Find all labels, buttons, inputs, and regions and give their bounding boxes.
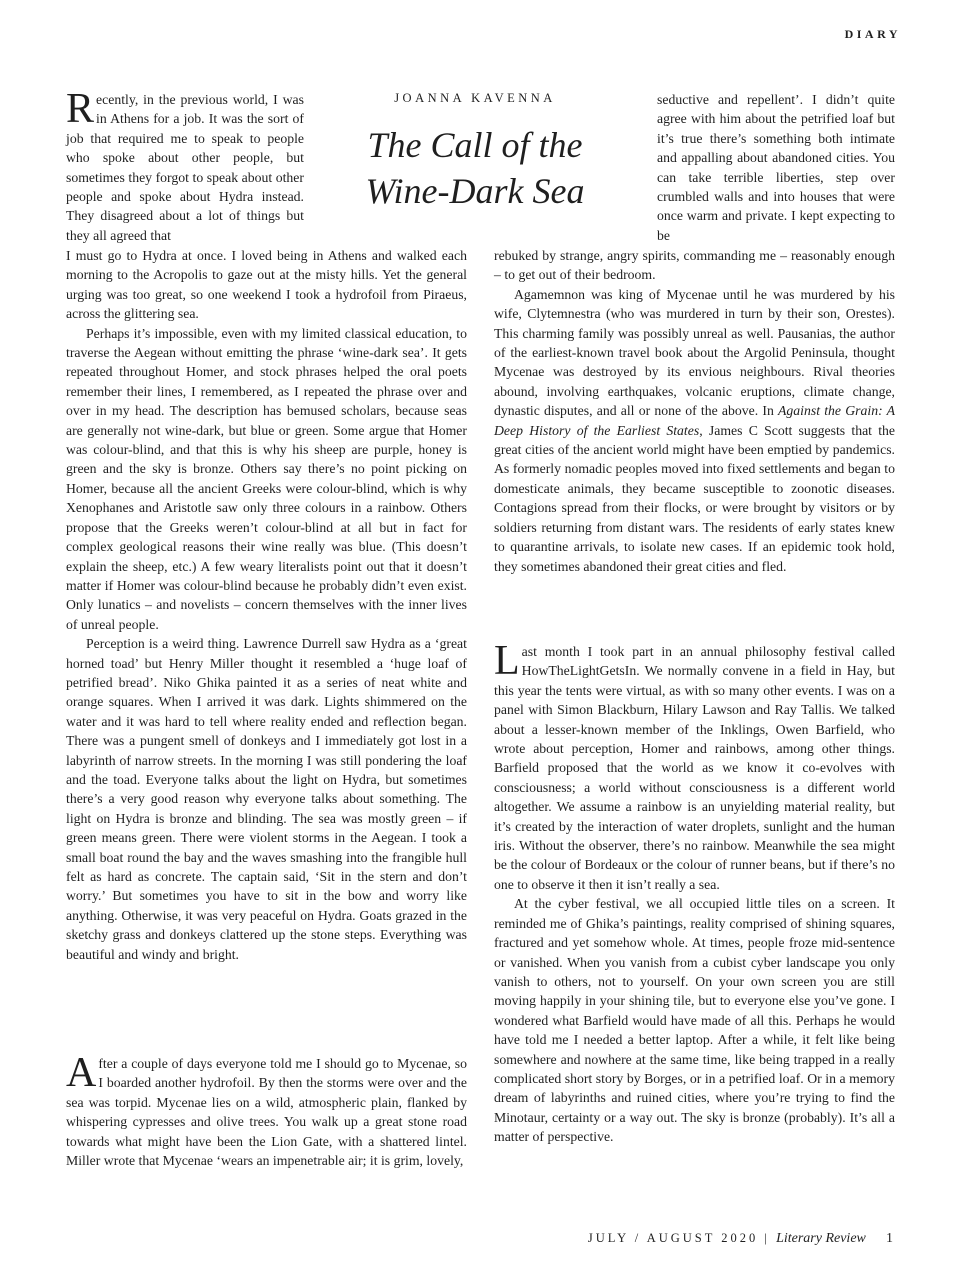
title-line-2: Wine-Dark Sea <box>365 171 585 211</box>
paragraph-festival: ast month I took part in an annual philosophy festival called HowTheLightGetsIn. We normally convene in a field in Hay, but this year the tents were virtual, as with so many other events. I was on a panel with Simon Blackburn, Hilary Lawson and Ray Tallis. We talked about a lesser-known member of the Inklings, Owen Barfield, who wrote about perception, Homer and rainbows, among other things. Barfield proposed that the world as we know it co-evolves with consciousness; a world without consciousness is a different world altogether. We assume a rainbow is an unyielding material reality, but it’s created by the interaction of water droplets, sunlight and the human iris. Without the observer, there’s no rainbow. Meanwhile the sea might be the colour of Bordeaux or the colour of runner beans, but if there’s no one to observe it then it isn’t really a sea. <box>494 644 895 892</box>
article-title <box>330 122 620 214</box>
paragraph-spirits: rebuked by strange, angry spirits, commanding me – reasonably enough – to get out of their bedroom. <box>494 248 895 283</box>
section-label: DIARY <box>844 27 901 41</box>
intro-paragraph: ecently, in the previous world, I was in Athens for a job. It was the sort of job that required me to speak to people who spoke about other people, but sometimes they forgot to speak about other people and spoke about Hydra instead. They disagreed about a lot of things but they all agreed that <box>66 92 304 243</box>
page-footer <box>588 1231 893 1247</box>
column-1-intro <box>66 86 304 245</box>
paragraph-mycenae: fter a couple of days everyone told me I should go to Mycenae, so I boarded another hydrofoil. By then the storms were over and the sea was torpid. Mycenae lies on a wild, atmospheric plain, flanked by whispering cypresses and olive trees. You walk up a great stone road towards what might have been the Lion Gate, with a shattered lintel. Miller wrote that Mycenae ‘wears an impenetrable air; it is grim, lovely, <box>66 1056 467 1169</box>
footer-separator: | <box>764 1231 770 1245</box>
publication-name: Literary Review <box>776 1231 866 1246</box>
paragraph-continuation: seductive and repellent’. I didn’t quite agree with him about the petrified loaf but it’s true there’s something both intimate and appalling about abandoned cities. You can take terrible liberties, step over crumbled walls and into houses that were once warm and private. I kept expecting to be <box>657 92 895 243</box>
paragraph-agamemnon <box>494 285 895 576</box>
issue-date: JULY / AUGUST 2020 <box>587 1231 759 1245</box>
paragraph-wine-dark-sea: Perhaps it’s impossible, even with my limited classical education, to traverse the Aegean without emitting the phrase ‘wine-dark sea’. It gets repeated throughout Homer, and stock phrases helped the oral poets remember their lines, I remembered, as I repeated the phrase over and over in my head. The description has bemused scholars, because seas are generally not wine-dark, but blue or green. Some argue that Homer was colour-blind, and that this is why his sheep are purple, honey is green and the sky is bronze. Others say there’s no point picking on Homer, because all the ancient Greeks were colour-blind, which is why Xenophanes and Aristotle saw only three colours in a rainbow. Others propose that the Greeks weren’t colour-blind at all but in fact for complex geological reasons their wine really was blue. (This doesn’t explain the sheep, etc.) A few weary literalists point out that it doesn’t matter if Homer was colour-blind because he probably didn’t even exist. Only lunatics – and novelists – concern themselves with the inner lives of unreal people. <box>66 325 467 632</box>
paragraph-athens: I must go to Hydra at once. I loved being in Athens and walked each morning to the Acropolis to gaze out at the misty hills. Yet the general urging was too great, so one weekend I took a hydrofoil from Piraeus, across the glittering sea. <box>66 248 467 322</box>
title-line-1: The Call of the <box>367 125 583 165</box>
drop-cap-r: R <box>66 86 95 132</box>
column-2-body <box>494 246 895 576</box>
paragraph-cyber-festival: At the cyber festival, we all occupied little tiles on a screen. It reminded me of Ghika’s paintings, reality comprised of shining squares, fractured and yet somehow whole. At times, people froze mid-sentence or vanished. When you vanish from a cubist cyber landscape you only vanish to others, not to yourself. On your own screen you are still moving happily in your shining tile, but to everyone else you’ve gone. I wondered what Barfield would have made of all this. Perhaps he would have told me I needed a better laptop. After a while, it felt like being somewhere and nowhere at the same time, like being trapped in a really complicated short story by Borges, or in a petrified loaf. Or in a memory dream of labyrinths and ruined cities, where you’re trying to find the Minotaur, certainty or a way out. The sky is bronze (probably). It’s all a matter of perspective. <box>494 896 895 1145</box>
agamemnon-text-b: , James C Scott suggests that the great cities of the ancient world might have been emptied by pandemics. As formerly nomadic peoples moved into fixed settlements and began to domesticate animals, they became susceptible to zoonotic diseases. Contagions spread from their flocks, or were brought by visitors or by soldiers returning from distant wars. The residents of early states knew to quarantine arrivals, to isolate new cases. If an epidemic took hold, they sometimes abandoned their great cities and fled. <box>494 422 895 574</box>
column-2-intro <box>657 90 895 245</box>
page-number: 1 <box>886 1231 893 1246</box>
agamemnon-text-a: Agamemnon was king of Mycenae until he was murdered by his wife, Clytemnestra (who was murdered in turn by their son, Orestes). This charming family was possibly unreal as well. Pausanias, the author of the earliest-known travel book about the Argolid Peninsula, thought Mycenae was destroyed by its envious neighbours. Rival theories abound, involving earthquakes, volcanic eruptions, climate change, dynastic disputes, and all or none of the above. In <box>494 286 895 419</box>
column-2-section-3 <box>494 638 895 1147</box>
column-1-body <box>66 246 467 964</box>
drop-cap-l: L <box>494 638 520 684</box>
paragraph-perception: Perception is a weird thing. Lawrence Durrell saw Hydra as a ‘great horned toad’ but Henry Miller thought it resembled a ‘huge loaf of petrified bread’. Niko Ghika painted it as a series of neat white and orange squares. When I arrived it was dark. Lights shimmered on the water and it was hard to tell where reality ended and reflection began. There was a pungent smell of donkeys and I immediately got lost in a labyrinth of narrow streets. In the morning I was still pondering the loaf and the toad. Everyone talks about the light on Hydra, but sometimes there’s a very good reason why everyone talks about something. The light on Hydra is bronze and blinding. The sea was mostly green – if green means green. There were violent storms in the Aegean. I took a small boat round the bay and the waves smashing into the frangible hull felt as hard as concrete. The captain said, ‘Sit in the stern and don’t worry.’ But sometimes you have to sit in the bow and worry like anything. Otherwise, it was very peaceful on Hydra. Goats grazed in the sketchy grass and donkeys clattered up the stone steps. Everything was beautiful and windy and bright. <box>66 636 467 962</box>
drop-cap-a: A <box>66 1050 97 1096</box>
author-name: JOANNA KAVENNA <box>394 91 556 105</box>
column-1-section-2 <box>66 1050 467 1170</box>
book-title: Against the Grain: A Deep History of the Earliest States <box>494 403 895 438</box>
